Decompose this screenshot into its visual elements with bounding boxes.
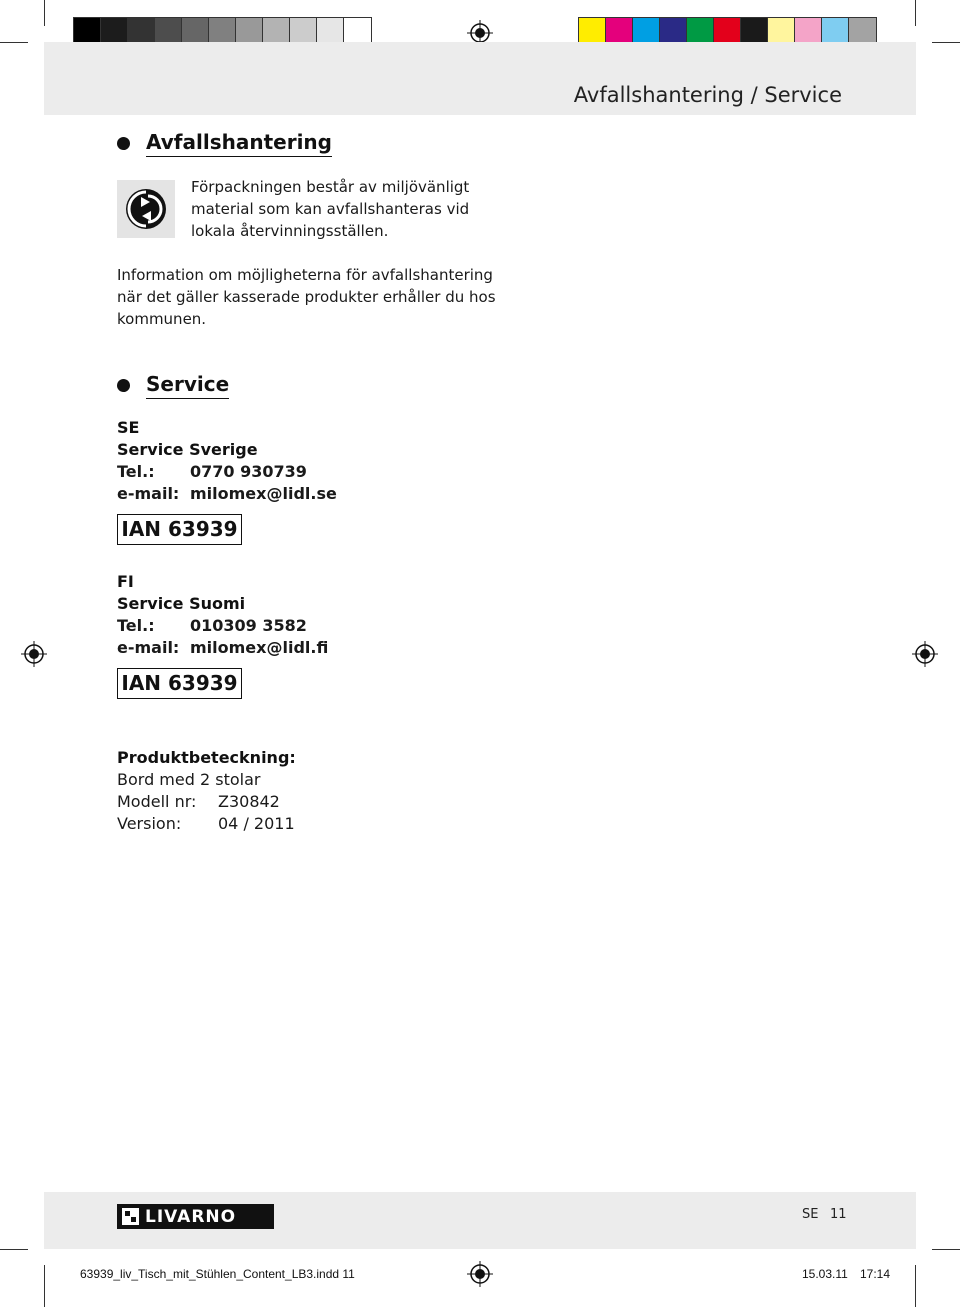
livarno-logo: LIVARNO <box>117 1204 274 1229</box>
crop-mark <box>0 1249 28 1250</box>
color-swatch <box>317 18 344 45</box>
email-link-se[interactable]: milomex@lidl.se <box>190 484 337 503</box>
livarno-logo-mark-icon <box>122 1208 139 1225</box>
green-dot-recycling-icon <box>117 180 175 238</box>
service-section-heading: Service <box>117 372 229 399</box>
ian-box-se: IAN 63939 <box>117 514 242 545</box>
color-swatch <box>101 18 128 45</box>
country-code-se: SE <box>117 418 140 437</box>
slug-filename: 63939_liv_Tisch_mit_Stühlen_Content_LB3.indd 11 <box>80 1267 355 1281</box>
crop-mark <box>0 42 28 43</box>
tel-row-fi: Tel.: 010309 3582 <box>117 616 307 635</box>
crop-mark <box>932 42 960 43</box>
color-swatch <box>768 18 795 45</box>
version-value: 04 / 2011 <box>218 814 295 833</box>
email-link-fi[interactable]: milomex@lidl.fi <box>190 638 329 657</box>
color-swatch <box>182 18 209 45</box>
ian-box-fi: IAN 63939 <box>117 668 242 699</box>
bullet-icon <box>117 379 130 392</box>
tel-row-se: Tel.: 0770 930739 <box>117 462 307 481</box>
model-row: Modell nr: Z30842 <box>117 792 280 811</box>
registration-mark-right <box>912 641 938 667</box>
crop-mark <box>915 0 916 26</box>
disposal-info-text: Information om möjligheterna för avfallshantering när det gäller kasserade produkter erhåller du hos kommunen. <box>117 266 496 328</box>
product-heading: Produktbeteckning: <box>117 748 296 767</box>
tel-number-fi: 010309 3582 <box>190 616 307 635</box>
color-swatch <box>606 18 633 45</box>
color-swatch <box>633 18 660 45</box>
color-swatch <box>74 18 101 45</box>
service-name-fi: Service Suomi <box>117 594 246 613</box>
model-number: Z30842 <box>218 792 280 811</box>
country-code-fi: FI <box>117 572 134 591</box>
slug-date: 15.03.11 <box>802 1267 848 1281</box>
packaging-text: Förpackningen består av miljövänligt material som kan avfallshanteras vid lokala återvinningsställen. <box>191 178 470 240</box>
product-name: Bord med 2 stolar <box>117 770 261 789</box>
color-swatch <box>795 18 822 45</box>
color-swatch <box>290 18 317 45</box>
bullet-icon <box>117 137 130 150</box>
registration-mark-left <box>21 641 47 667</box>
color-swatch <box>209 18 236 45</box>
color-swatch <box>849 18 876 45</box>
crop-mark <box>44 0 45 26</box>
color-swatch <box>741 18 768 45</box>
color-swatch <box>687 18 714 45</box>
registration-mark-bottom <box>467 1261 493 1287</box>
color-swatch <box>660 18 687 45</box>
page-header-title: Avfallshantering / Service <box>573 83 842 107</box>
color-swatch <box>128 18 155 45</box>
crop-mark <box>44 1265 45 1307</box>
color-swatch <box>155 18 182 45</box>
color-swatch <box>714 18 741 45</box>
version-row: Version: 04 / 2011 <box>117 814 295 833</box>
color-swatch <box>236 18 263 45</box>
service-name-se: Service Sverige <box>117 440 258 459</box>
color-swatch <box>344 18 371 45</box>
footer-language-code: SE <box>802 1207 819 1222</box>
tel-number-se: 0770 930739 <box>190 462 307 481</box>
color-swatch <box>579 18 606 45</box>
crop-mark <box>932 1249 960 1250</box>
email-row-fi: e-mail: milomex@lidl.fi <box>117 638 329 657</box>
slug-time: 17:14 <box>860 1267 891 1281</box>
color-swatch <box>822 18 849 45</box>
disposal-section-heading: Avfallshantering <box>117 130 332 157</box>
page-number: 11 <box>830 1207 847 1222</box>
crop-mark <box>915 1265 916 1307</box>
color-swatch <box>263 18 290 45</box>
email-row-se: e-mail: milomex@lidl.se <box>117 484 337 503</box>
